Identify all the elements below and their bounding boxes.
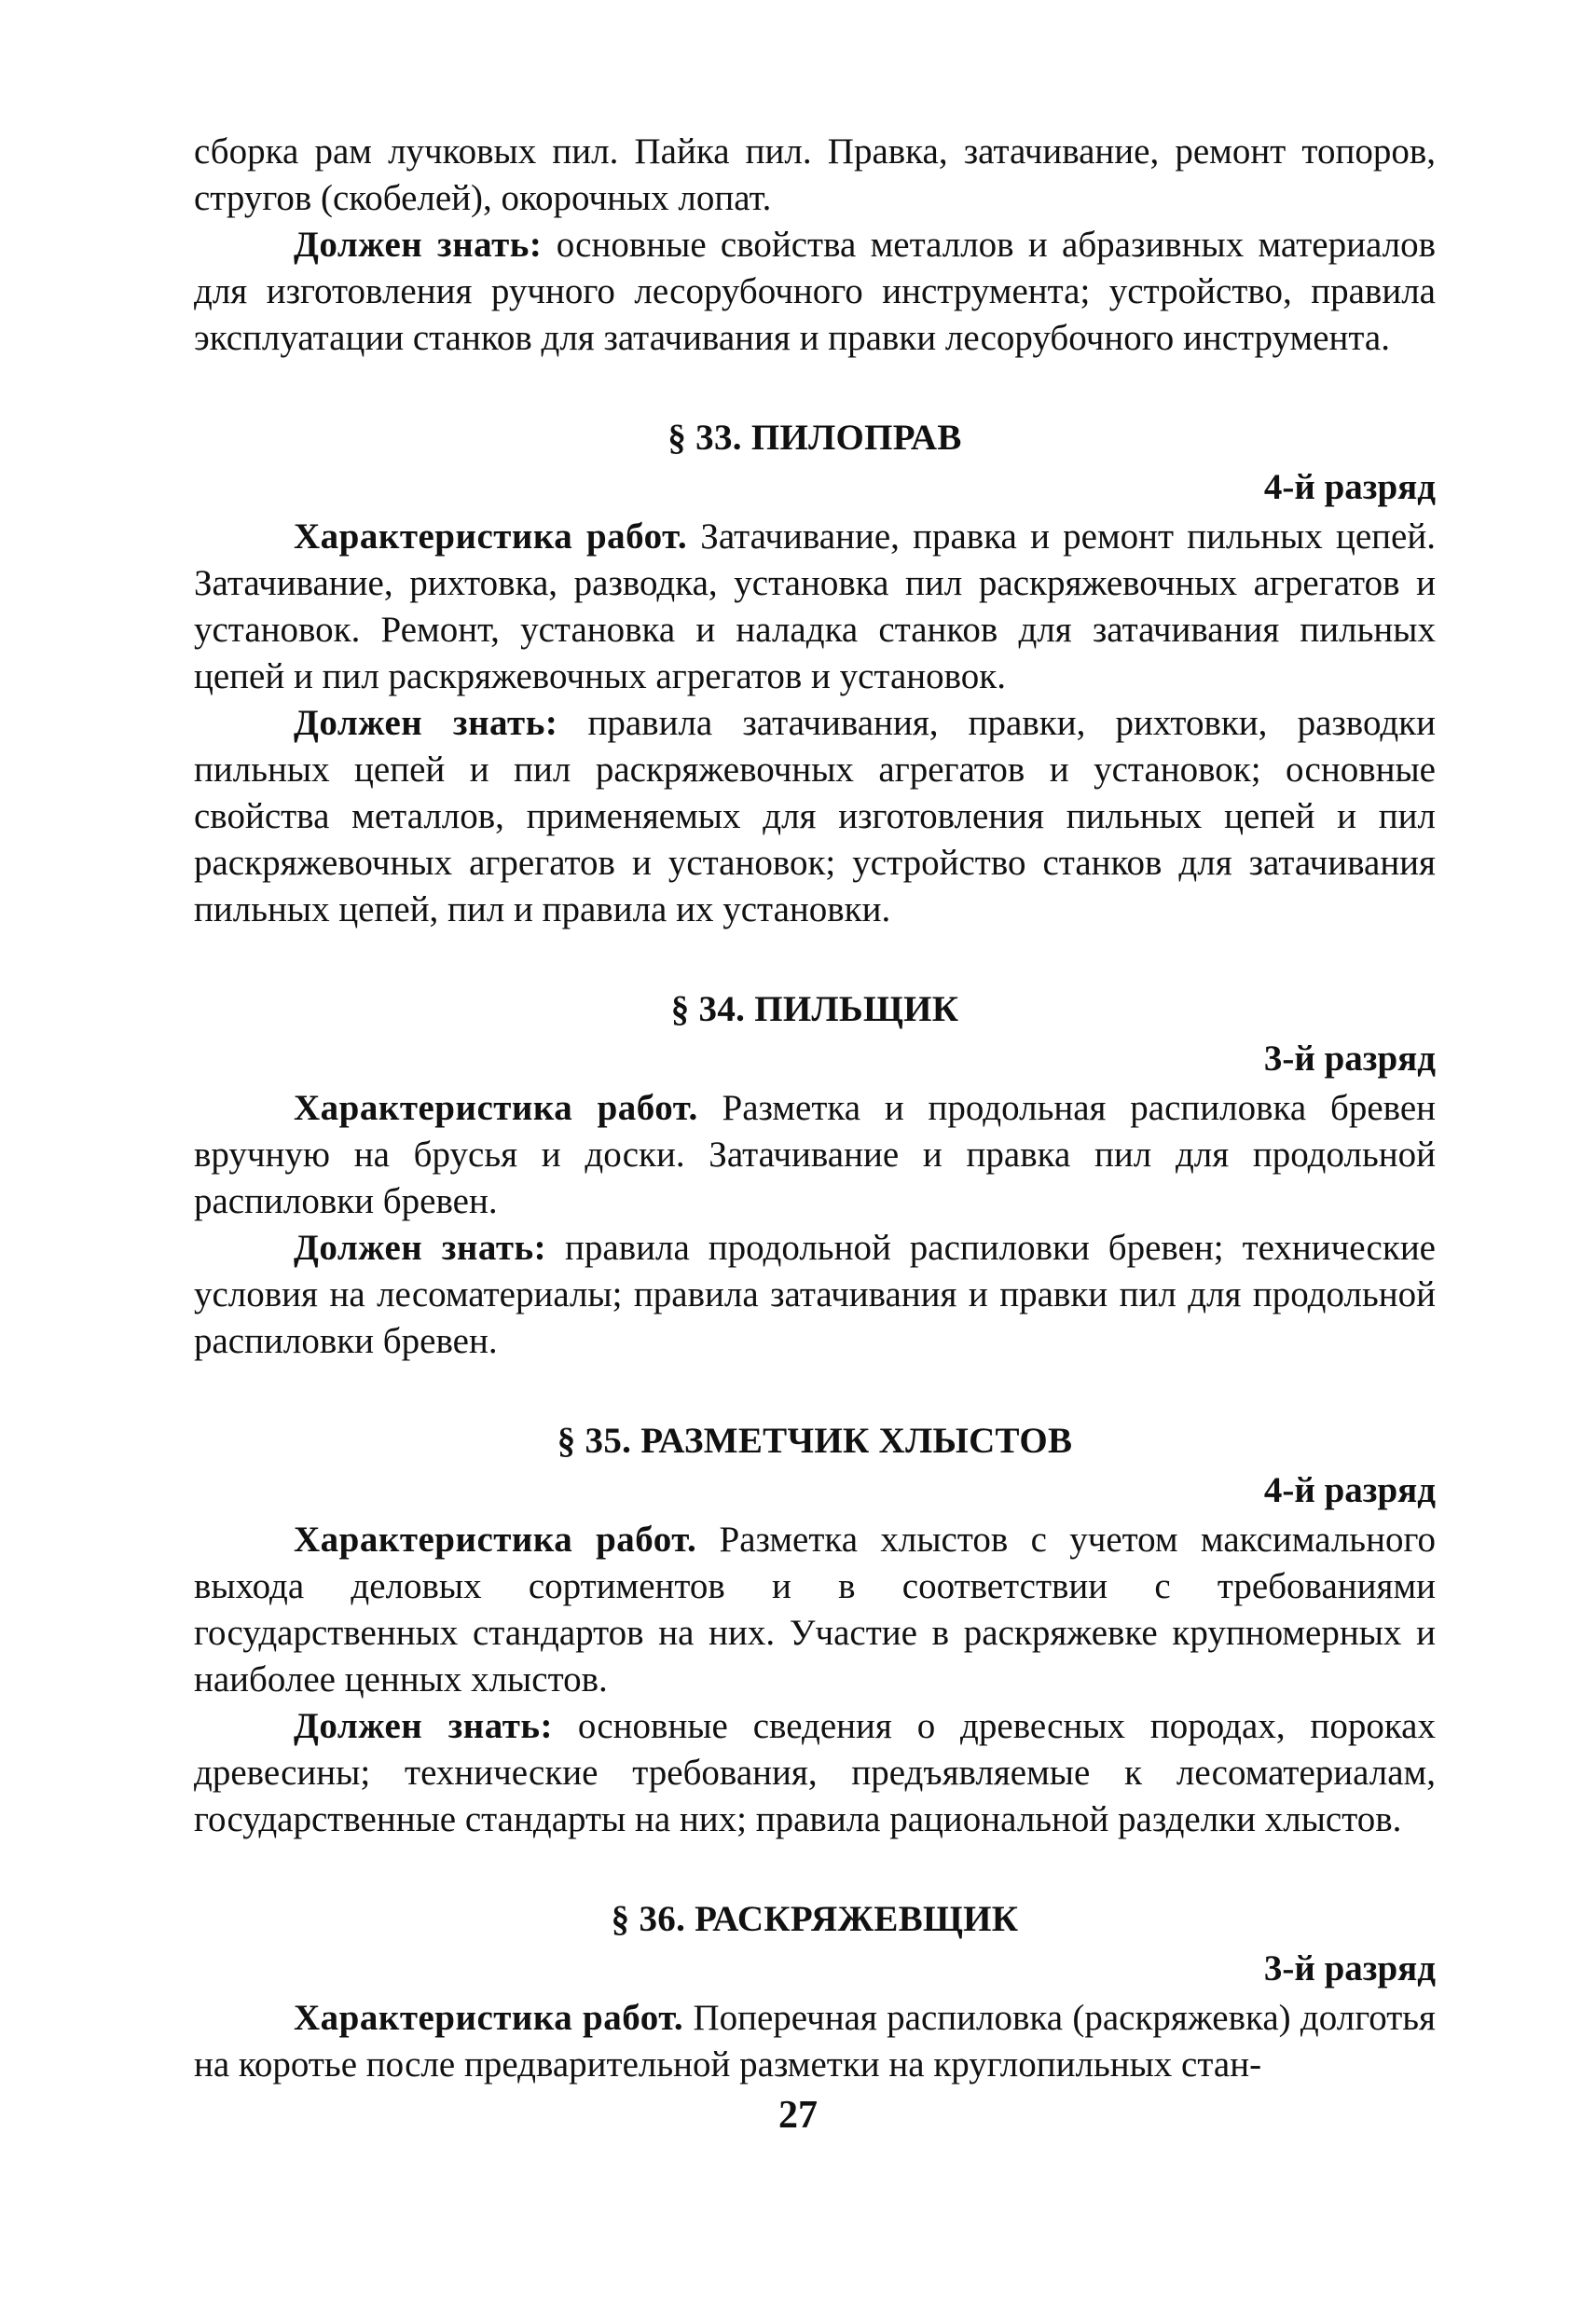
grade-36: 3-й разряд bbox=[1263, 1948, 1436, 1989]
grade-34: 3-й разряд bbox=[1263, 1039, 1436, 1079]
section-title-36: § 36. РАСКРЯЖЕВЩИК bbox=[611, 1899, 1019, 1939]
work-paragraph-33 bbox=[194, 514, 1436, 700]
knowledge-label: Должен знать: bbox=[294, 1228, 547, 1268]
work-paragraph-34 bbox=[194, 1085, 1436, 1225]
document-page bbox=[194, 129, 1436, 2088]
work-label: Характеристика работ. bbox=[294, 1998, 684, 2038]
intro-continuation: сборка рам лучковых пил. Пайка пил. Правка, затачивание, ремонт топоров, стругов (скобелей), окорочных лопат. bbox=[194, 131, 1436, 218]
knowledge-label: Должен знать: bbox=[294, 225, 543, 265]
knowledge-paragraph-34 bbox=[194, 1225, 1436, 1365]
work-text: Поперечная распиловка (раскряжевка) долготья на коротье после предварительной разметки на круглопильных стан- bbox=[194, 1998, 1436, 2085]
section-title-34: § 34. ПИЛЬЩИК bbox=[670, 989, 959, 1029]
work-label: Характеристика работ. bbox=[294, 516, 688, 557]
knowledge-paragraph-33 bbox=[194, 700, 1436, 933]
work-label: Характеристика работ. bbox=[294, 1088, 698, 1128]
work-paragraph-36 bbox=[194, 1995, 1436, 2088]
knowledge-paragraph-35 bbox=[194, 1703, 1436, 1843]
page-number: 27 bbox=[778, 2094, 818, 2137]
knowledge-text: основные сведения о древесных породах, пороках древесины; технические требования, предъявляемые к лесоматериалам, государственные стандарты на них; правила рациональной разделки хлыстов. bbox=[194, 1706, 1436, 1839]
knowledge-text: правила продольной распиловки бревен; технические условия на лесоматериалы; правила затачивания и правки пил для продольной распиловки бревен. bbox=[194, 1228, 1436, 1361]
grade-33: 4-й разряд bbox=[1263, 467, 1436, 507]
knowledge-text: правила затачивания, правки, рихтовки, разводки пильных цепей и пил раскряжевочных агрегатов и установок; основные свойства металлов, применяемых для изготовления пильных цепей и пил раскряжевочных агрегатов и установок; устройство станков для затачивания пильных цепей, пил и правила их установки. bbox=[194, 703, 1436, 929]
work-label: Характеристика работ. bbox=[294, 1520, 697, 1560]
intro-knowledge-paragraph bbox=[194, 222, 1436, 362]
section-title-35: § 35. РАЗМЕТЧИК ХЛЫСТОВ bbox=[557, 1421, 1073, 1461]
work-text: Разметка и продольная распиловка бревен вручную на брусья и доски. Затачивание и правка пил для продольной распиловки бревен. bbox=[194, 1088, 1436, 1221]
section-title-33: § 33. ПИЛОПРАВ bbox=[667, 418, 962, 458]
knowledge-text: основные свойства металлов и абразивных материалов для изготовления ручного лесорубочного инструмента; устройство, правила эксплуатации станков для затачивания и правки лесорубочного инструмента. bbox=[194, 225, 1436, 358]
knowledge-label: Должен знать: bbox=[294, 703, 558, 743]
work-text: Затачивание, правка и ремонт пильных цепей. Затачивание, рихтовка, разводка, установка пил раскряжевочных агрегатов и установок. Ремонт, установка и наладка станков для затачивания пильных цепей и пил раскряжевочных агрегатов и установок. bbox=[194, 516, 1436, 696]
work-text: Разметка хлыстов с учетом максимального выхода деловых сортиментов и в соответствии с требованиями государственных стандартов на них. Участие в раскряжевке крупномерных и наиболее ценных хлыстов. bbox=[194, 1520, 1436, 1700]
grade-35: 4-й разряд bbox=[1263, 1470, 1436, 1510]
knowledge-label: Должен знать: bbox=[294, 1706, 554, 1746]
work-paragraph-35 bbox=[194, 1517, 1436, 1703]
